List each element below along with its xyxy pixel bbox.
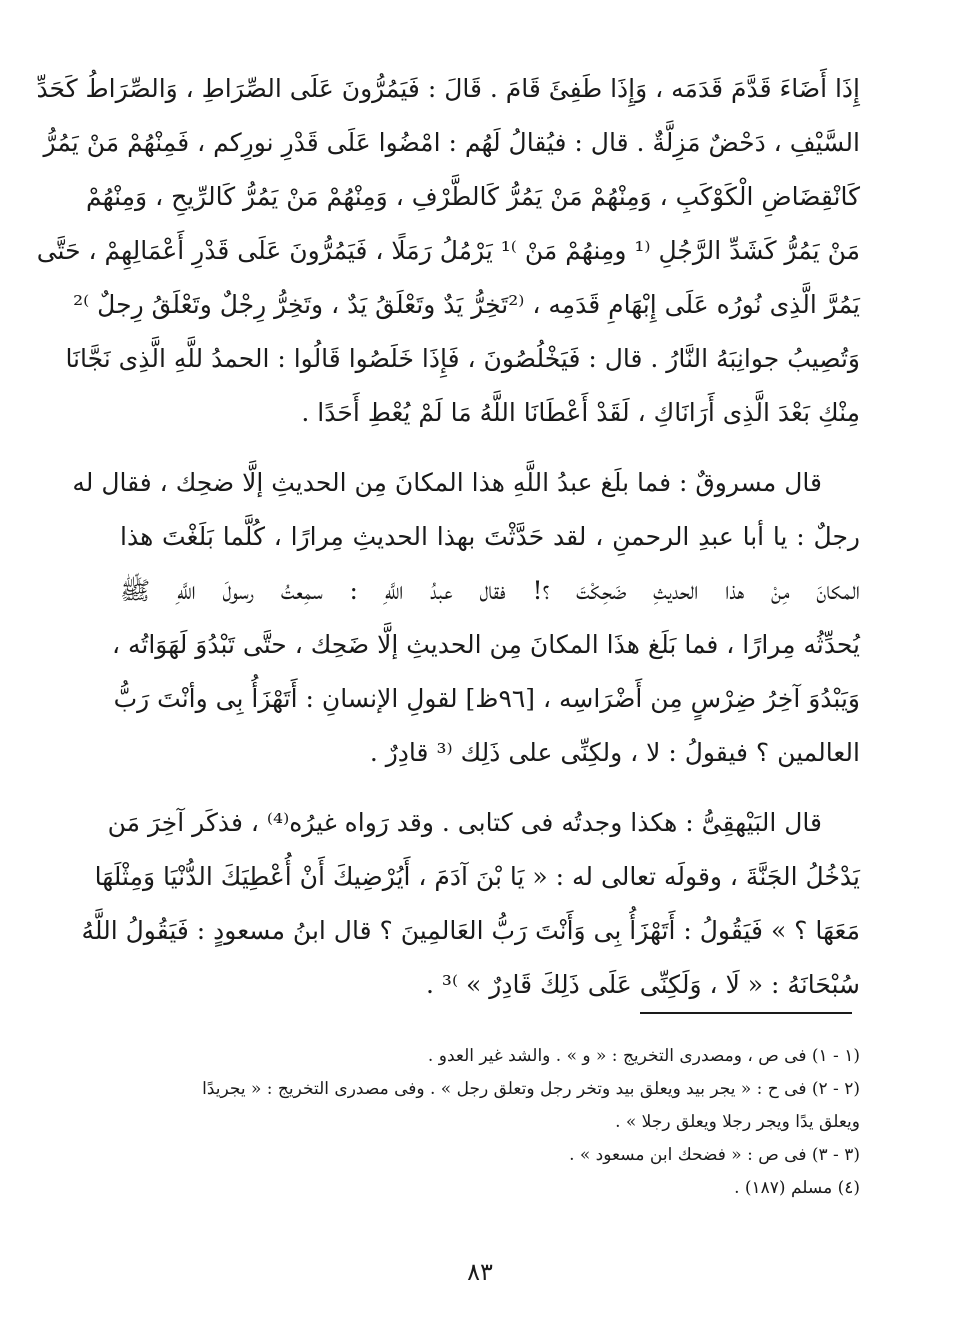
- footnote-separator: [640, 1012, 852, 1014]
- text-line: إِذَا أَضَاءَ قَدَّمَ قَدَمَه ، وَإِذَا طَفِئَ قَامَ . قَالَ : فَيَمُرُّونَ عَلَى الصِّرَاطِ ، وَالصِّرَاطُ كَحَدِّ: [36, 74, 860, 103]
- page-number: ٨٣: [467, 1258, 493, 1286]
- footnote: ويعلق يدًا ويجر رجلا ويعلق رجلا » .: [615, 1112, 860, 1132]
- text-line: السَّيْفِ ، دَحْضٌ مَزِلَّةٌ . قال : فيُقالُ لَهُم : امْضُوا عَلَى قَدْرِ نورِكم ، فَمِنْهُمْ مَنْ يَمُرُّ: [43, 128, 860, 157]
- footnote: (١ - ١) فى ص ، ومصدرى التخريج : « و » . والشد غير العدو .: [427, 1046, 860, 1066]
- text-line: وَيَبْدُوَ آخِرُ ضِرْسٍ مِن أَضْرَاسِه ، [٩٦ظ] لقولِ الإنسانِ : أَتَهْزَأُ بِى وأنْتَ رَبُّ: [113, 684, 860, 713]
- text-line: يُحدِّثُه مِرارًا ، فما بَلَغ هذَا المكانَ مِن الحديثِ إلَّا ضَحِك ، حتَّى تَبْدُوَ لَهَوَاتُه ،: [111, 630, 860, 659]
- footnote: (٤) مسلم (١٨٧) .: [734, 1178, 860, 1198]
- text-line: مَعَهَا ؟ » فَيَقُولُ : أَتَهْزَأُ بِى وَأَنْتَ رَبُّ العَالمِينَ ؟ قال ابنُ مسعودٍ : فَيَقُولُ اللَّهُ: [81, 916, 860, 945]
- footnote: (٢ - ٢) فى ح : « يجر بيد ويعلق بيد وتخر رجل وتعلق رجل » . وفى مصدرى التخريج : « يجريدًا: [202, 1079, 860, 1099]
- paragraph-1: [36, 62, 860, 440]
- text-line: المكانَ مِنْ هذا الحديثِ ضَحِكْتَ ؟! فقال عبدُ اللَّهِ : سمِعتُ رسولَ اللَّهِ ﷺ: [120, 576, 860, 605]
- text-line: يَمُرَّ الَّذِى نُورُه عَلَى إِبْهَامِ قَدَمِه ، ⁽²تَخِرُّ يَدٌ وتَعْلَقُ يَدٌ ، وتَخِرُّ رِجْلٌ وتَعْلَقُ رِجلٌ ⁾²: [73, 290, 860, 319]
- body-text: [36, 62, 860, 1012]
- paragraph-2: [72, 456, 860, 780]
- text-line: مِنْكِ بَعْدَ الَّذِى أَرَانَاكِ ، لَقَدْ أَعْطَانَا اللَّهُ مَا لَمْ يُعْطِ أَحَدًا .: [301, 398, 860, 427]
- paragraph-3: [81, 796, 860, 1012]
- text-line: كَانْقِضَاضِ الْكَوْكَبِ ، وَمِنْهُمْ مَنْ يَمُرُّ كَالطَّرْفِ ، وَمِنْهُمْ مَنْ يَمُرُّ كَالرِّيحِ ، وَمِنْهُمْ: [85, 182, 860, 211]
- text-line: يَدْخُلُ الجَنَّةَ ، وقولَه تعالى له : « يَا بْنَ آدَمَ ، أَيُرْضِيكَ أَنْ أُعْطِيَكَ الدُّنْيَا وَمِثْلَهَا: [94, 862, 860, 891]
- text-line: قال البَيْهقِىُّ : هكذا وجدتُه فى كتابى . وقد رَواه غيرُه⁽⁴⁾ ، فذكَر آخِرَ مَن: [107, 808, 822, 837]
- text-line: العالمين ؟ فيقولُ : لا ، ولكِنِّى على ذَلِك ⁽³ قادِرٌ .: [369, 738, 860, 767]
- text-line: قال مسروقٌ : فما بلَغ عبدُ اللَّهِ هذا المكانَ مِن الحديثِ إلَّا ضحِك ، فقال له: [72, 468, 822, 497]
- footnote: (٣ - ٣) فى ص : « فضحك ابن مسعود » .: [569, 1145, 860, 1165]
- text-line: سُبْحَانَهُ : « لَا ، وَلَكِنِّى عَلَى ذَلِكَ قَادِرٌ » ⁾³ .: [426, 970, 860, 999]
- text-line: مَنْ يَمُرُّ كَشَدِّ الرَّجُلِ ⁽¹ ومِنهُمْ مَنْ ⁾¹ يَرْمُلُ رَمَلًا ، فَيَمُرُّونَ عَلَى قَدْرِ أَعْمَالِهِمْ ، حَتَّى: [36, 236, 860, 265]
- text-line: وَتُصِيبُ جوانِبَهُ النَّارُ . قال : فَيَخْلُصُونَ ، فَإِذَا خَلَصُوا قَالُوا : الحمدُ للَّهِ الَّذِى نَجَّانَا: [65, 344, 860, 373]
- text-line: رجلٌ : يا أبا عبدِ الرحمنِ ، لقد حَدَّثْتَ بهذا الحديثِ مِرارًا ، كُلَّما بَلَغْتَ هذا: [120, 522, 860, 551]
- main-text: [36, 62, 860, 1028]
- footnotes: [120, 1040, 860, 1205]
